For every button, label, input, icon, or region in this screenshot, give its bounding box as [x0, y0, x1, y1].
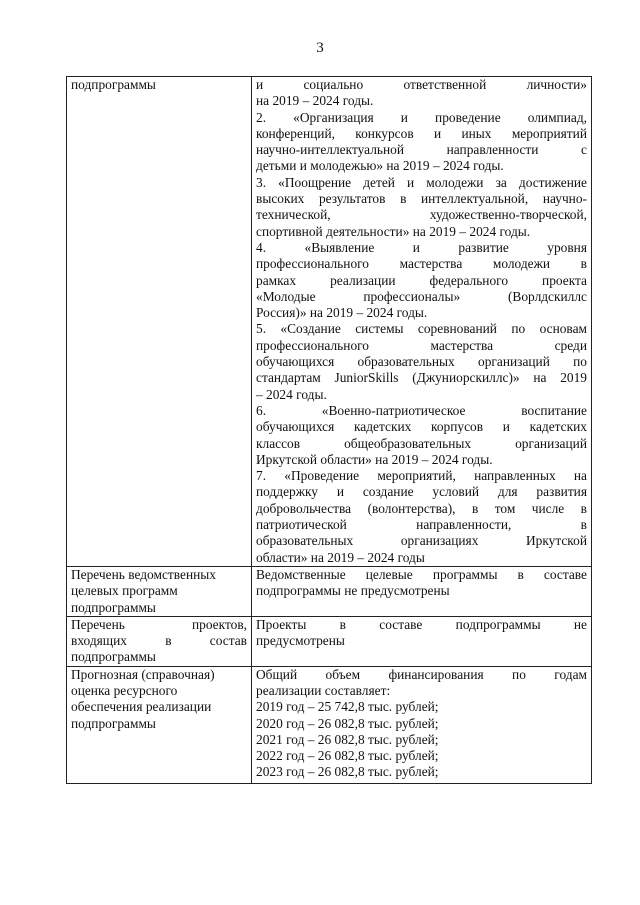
row-content-line: рамках реализации федерального проекта	[256, 272, 587, 288]
row-content-line: поддержку и создание условий для развития	[256, 484, 587, 500]
row-content-line: патриотической направленности, в	[256, 517, 587, 533]
row-label-line: Прогнозная (справочная)	[71, 666, 215, 682]
row-content-cell	[252, 616, 592, 666]
table-row	[67, 666, 592, 783]
row-content-line: научно-интеллектуальной направленности с	[256, 142, 587, 158]
row-content-line: 4. «Выявление и развитие уровня	[256, 239, 587, 255]
row-content-line: образовательных организациях Иркутской	[256, 533, 587, 549]
row-content-line: профессионального мастерства среди	[256, 337, 587, 353]
row-content-line: области» на 2019 – 2024 годы	[256, 549, 425, 565]
row-content-line: 2020 год – 26 082,8 тыс. рублей;	[256, 715, 439, 731]
row-label-cell	[67, 666, 252, 783]
row-content-line: 2022 год – 26 082,8 тыс. рублей;	[256, 748, 439, 764]
row-content-line: реализации составляет:	[256, 682, 391, 698]
row-content-cell	[252, 566, 592, 616]
row-content-cell	[252, 77, 592, 567]
row-content-line: 6. «Военно-патриотическое воспитание	[256, 402, 587, 418]
row-label-line: обеспечения реализации	[71, 699, 212, 715]
row-label-line: подпрограммы	[71, 715, 156, 731]
row-label-cell	[67, 566, 252, 616]
row-content-line: профессионального мастерства молодежи в	[256, 256, 587, 272]
row-content-line: 2019 год – 25 742,8 тыс. рублей;	[256, 699, 439, 715]
row-label-line: Перечень проектов,	[71, 616, 247, 632]
row-label-cell	[67, 616, 252, 666]
row-content-line: Общий объем финансирования по годам	[256, 666, 587, 682]
row-content-line: на 2019 – 2024 годы.	[256, 93, 374, 109]
table-row	[67, 77, 592, 567]
row-label-line: входящих в состав	[71, 633, 247, 649]
row-label-line: целевых программ	[71, 583, 178, 599]
row-content-line: и социально ответственной личности»	[256, 77, 587, 92]
row-label-line: подпрограммы	[71, 77, 156, 92]
row-content-line: 2. «Организация и проведение олимпиад,	[256, 109, 587, 125]
row-content-line: конференций, конкурсов и иных мероприятий	[256, 125, 587, 141]
row-content-line: Иркутской области» на 2019 – 2024 годы.	[256, 451, 493, 467]
row-content-line: 2021 год – 26 082,8 тыс. рублей;	[256, 731, 439, 747]
row-content-line: спортивной деятельности» на 2019 – 2024 годы.	[256, 223, 531, 239]
row-content-line: высоких результатов в интеллектуальной, научно-	[256, 191, 587, 207]
row-content-line: обучающихся образовательных организаций по	[256, 354, 587, 370]
row-content-line: Россия)» на 2019 – 2024 годы.	[256, 305, 428, 321]
table-row	[67, 566, 592, 616]
row-content-line: – 2024 годы.	[256, 386, 327, 402]
row-content-line: Ведомственные целевые программы в составе	[256, 566, 587, 582]
row-content-line: детьми и молодежью» на 2019 – 2024 годы.	[256, 158, 504, 174]
row-content-line: 3. «Поощрение детей и молодежи за достижение	[256, 174, 587, 190]
row-label-line: Перечень ведомственных	[71, 566, 216, 582]
row-content-line: обучающихся кадетских корпусов и кадетских	[256, 419, 587, 435]
row-content-line: 2023 год – 26 082,8 тыс. рублей;	[256, 764, 439, 780]
row-content-line: «Молодые профессионалы» (Ворлдскиллс	[256, 288, 587, 304]
row-label-line: подпрограммы	[71, 649, 156, 665]
subprogram-passport-table	[66, 76, 592, 784]
row-label-line: оценка ресурсного	[71, 682, 178, 698]
row-content-line: стандартам JuniorSkills (Джуниорскиллс)» на 2019	[256, 370, 587, 386]
row-label-cell	[67, 77, 252, 567]
row-content-line: 7. «Проведение мероприятий, направленных на	[256, 468, 587, 484]
row-content-line: подпрограммы не предусмотрены	[256, 583, 450, 599]
row-content-line: предусмотрены	[256, 633, 345, 649]
row-content-line: Проекты в составе подпрограммы не	[256, 616, 587, 632]
row-content-line: добровольчества (волонтерства), в том числе в	[256, 500, 587, 516]
row-label-line: подпрограммы	[71, 599, 156, 615]
table-body	[67, 77, 592, 784]
row-content-line: 5. «Создание системы соревнований по основам	[256, 321, 587, 337]
row-content-cell	[252, 666, 592, 783]
row-content-line: классов общеобразовательных организаций	[256, 435, 587, 451]
table-row	[67, 616, 592, 666]
row-content-line: технической, художественно-творческой,	[256, 207, 587, 223]
page-number: 3	[316, 40, 324, 56]
